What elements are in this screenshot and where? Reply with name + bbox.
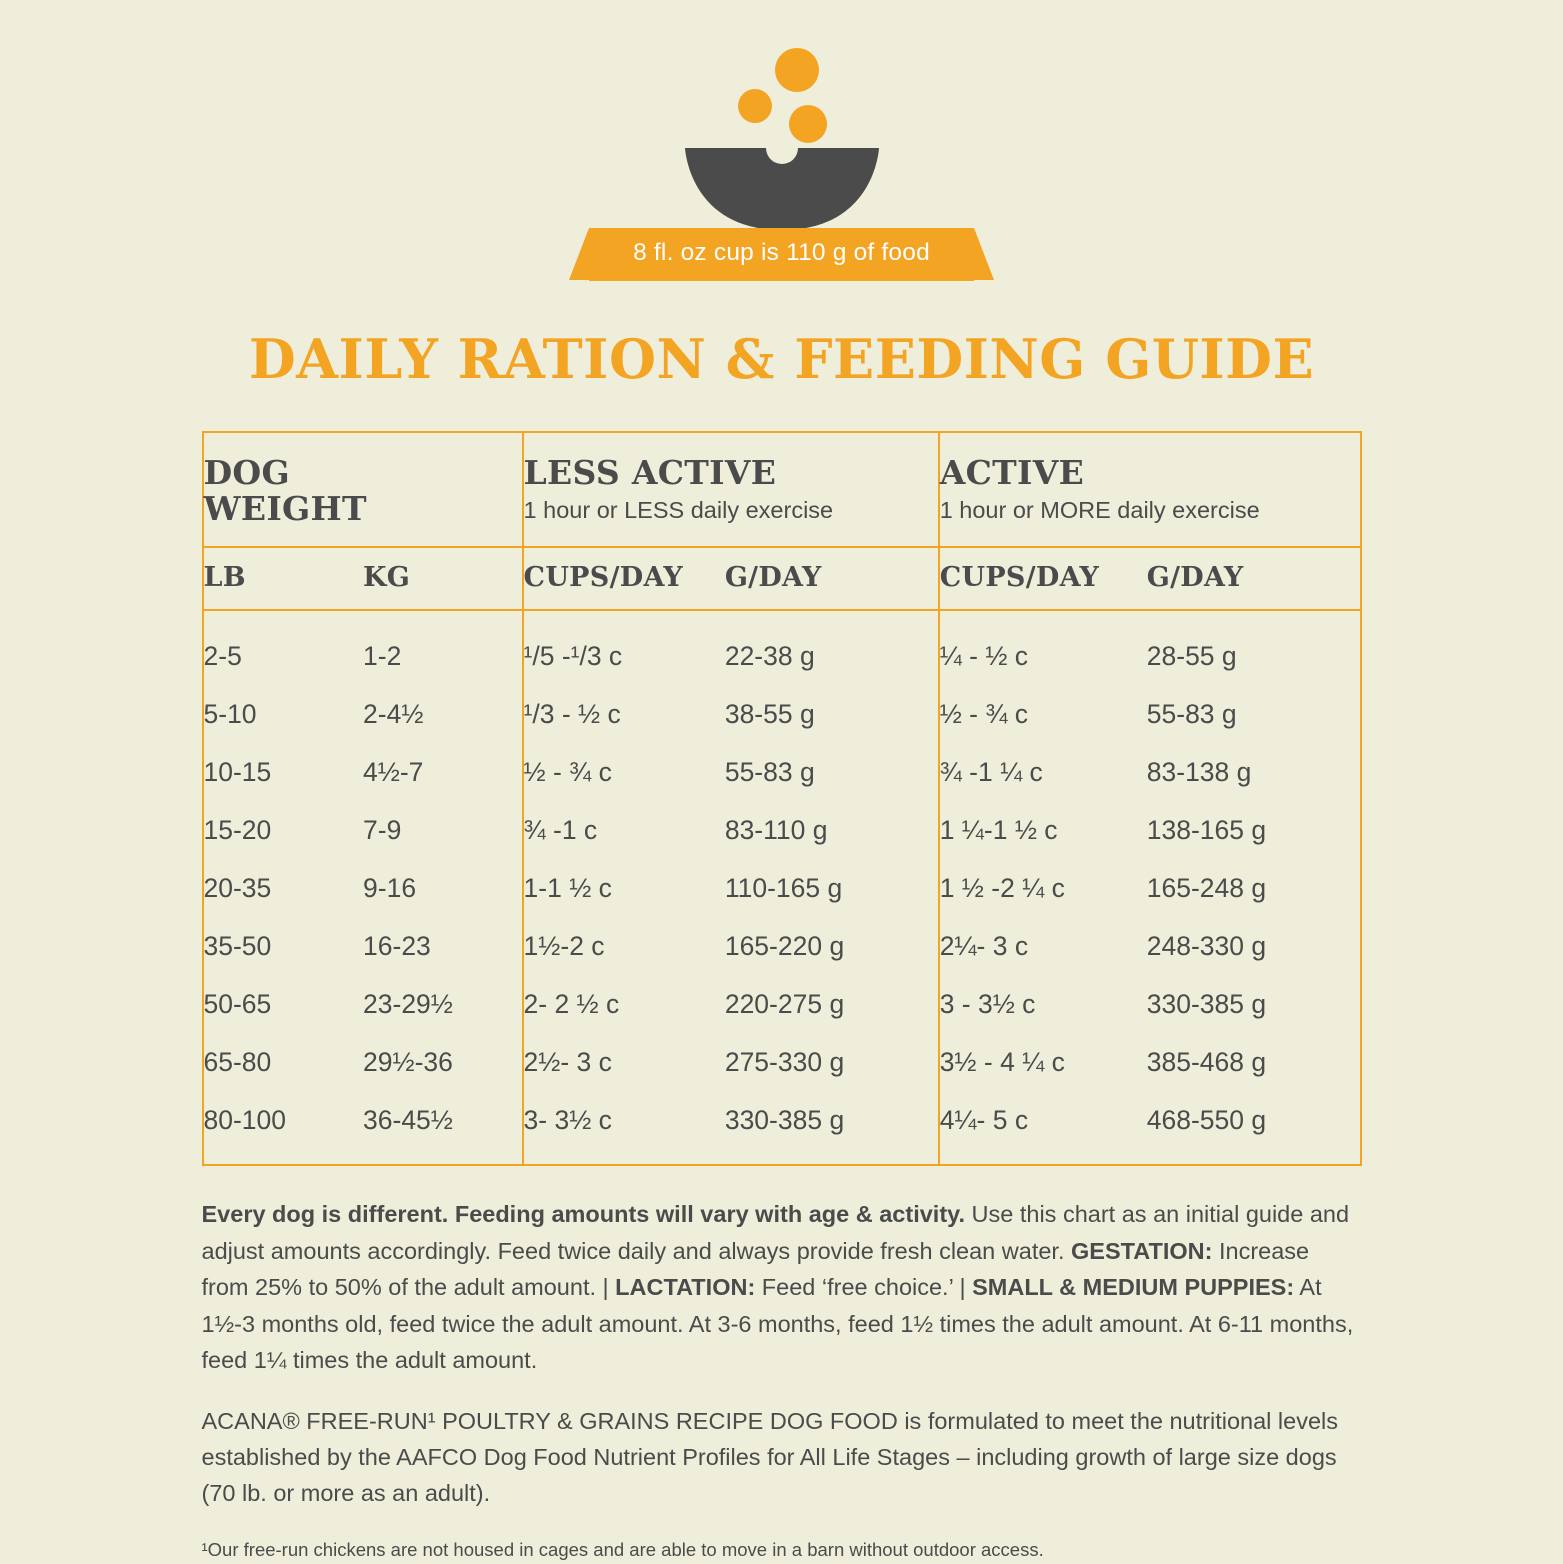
cell-less-active-grams: 220-275 g: [724, 989, 845, 1020]
cell-active-grams: 468-550 g: [1146, 1105, 1267, 1136]
cell-active-grams: 83-138 g: [1146, 757, 1252, 788]
column-header-less-active-grams: G/DAY: [725, 547, 939, 610]
cell-less-active-grams: 330-385 g: [724, 1105, 845, 1136]
cell-lb: 50-65: [203, 989, 272, 1020]
column-header-active-cups: CUPS/DAY: [939, 547, 1147, 610]
cell-lb: 80-100: [203, 1105, 287, 1136]
table-row: [204, 1091, 1360, 1164]
table-column-header-row: [204, 547, 1360, 610]
group-title-less-active: LESS ACTIVE: [523, 452, 777, 492]
note-text-1: Use this chart as an initial guide and adjust amounts accordingly. Feed twice daily and always provide fresh clean water.: [201, 1201, 1350, 1264]
note-text-3: Feed ‘free choice.’ |: [755, 1274, 973, 1301]
cell-kg: 2-4½: [363, 699, 424, 730]
cell-active-grams: 138-165 g: [1146, 815, 1267, 846]
cell-active-cups: 3 - 3½ c: [939, 975, 1147, 1033]
cell-lb: 15-20: [203, 815, 272, 846]
cell-kg: 7-9: [363, 815, 402, 846]
cell-less-active-cups: ¹/5 -¹/3 c: [523, 610, 725, 685]
cell-lb: 5-10: [203, 699, 257, 730]
page-title: DAILY RATION & FEEDING GUIDE: [248, 326, 1315, 391]
cell-less-active-cups: ½ - ¾ c: [523, 743, 725, 801]
cell-active-grams: 385-468 g: [1146, 1047, 1267, 1078]
cell-less-active-grams: 22-38 g: [724, 641, 815, 672]
group-header-active: [939, 433, 1360, 548]
feeding-table: [204, 433, 1360, 1165]
cell-lb: 2-5: [203, 641, 242, 672]
cell-kg: 36-45½: [363, 1105, 453, 1136]
note-text-2: Increase from 25% to 50% of the adult amount. |: [201, 1237, 1310, 1301]
cup-conversion-ribbon: 8 fl. oz cup is 110 g of food: [589, 228, 974, 281]
group-title-line1: DOG: [203, 452, 290, 492]
cell-active-cups: 1 ¼-1 ½ c: [939, 801, 1147, 859]
cell-active-cups: 3½ - 4 ¼ c: [939, 1033, 1147, 1091]
cell-active-grams: 55-83 g: [1146, 699, 1237, 730]
note-bold-gestation: GESTATION:: [1071, 1237, 1213, 1264]
note-bold-intro: Every dog is different. Feeding amounts will vary with age & activity.: [201, 1201, 965, 1228]
cell-active-cups: ¾ -1 ¼ c: [939, 743, 1147, 801]
group-header-less-active: [523, 433, 939, 548]
cell-active-grams: 165-248 g: [1146, 873, 1267, 904]
cell-active-grams: 28-55 g: [1146, 641, 1237, 672]
column-header-kg: KG: [363, 547, 523, 610]
cell-less-active-grams: 83-110 g: [724, 815, 828, 846]
note-aafco-statement: ACANA® FREE-RUN¹ POULTRY & GRAINS RECIPE DOG FOOD is formulated to meet the nutritional levels established by the AAFCO Dog Food Nutrient Profiles for All Life Stages – including growth of large size dogs (70 lb. or more as an adult).: [201, 1407, 1338, 1507]
cell-less-active-cups: 1½-2 c: [523, 917, 725, 975]
table-row: [204, 610, 1360, 685]
cell-active-grams: 330-385 g: [1146, 989, 1267, 1020]
ribbon-container: [0, 228, 1563, 281]
cell-less-active-cups: ¹/3 - ½ c: [523, 685, 725, 743]
cell-less-active-cups: ¾ -1 c: [523, 801, 725, 859]
note-bold-lactation: LACTATION:: [615, 1274, 756, 1301]
table-row: [204, 743, 1360, 801]
cell-active-grams: 248-330 g: [1146, 931, 1267, 962]
table-row: [204, 685, 1360, 743]
cell-less-active-cups: 2½- 3 c: [523, 1033, 725, 1091]
cell-less-active-grams: 55-83 g: [724, 757, 815, 788]
cell-kg: 4½-7: [363, 757, 424, 788]
note-bold-puppies: SMALL & MEDIUM PUPPIES:: [972, 1274, 1295, 1301]
cell-kg: 9-16: [363, 873, 417, 904]
group-subtitle-active: 1 hour or MORE daily exercise: [939, 497, 1260, 524]
group-title-line2: WEIGHT: [203, 489, 367, 529]
group-subtitle-less-active: 1 hour or LESS daily exercise: [523, 497, 834, 524]
logo-container: [0, 0, 1563, 234]
note-footnote-free-run: ¹Our free-run chickens are not housed in cages and are able to move in a barn without outdoor access.: [201, 1538, 1044, 1560]
cell-less-active-grams: 275-330 g: [724, 1047, 845, 1078]
cell-less-active-cups: 1-1 ½ c: [523, 859, 725, 917]
note-text-4: At 1½-3 months old, feed twice the adult amount. At 3-6 months, feed 1½ times the adult amount. At 6-11 months, feed 1¼ times the adult amount.: [201, 1274, 1354, 1374]
cell-lb: 10-15: [203, 757, 272, 788]
cell-less-active-cups: 2- 2 ½ c: [523, 975, 725, 1033]
cell-less-active-grams: 110-165 g: [724, 873, 843, 904]
cell-active-cups: ½ - ¾ c: [939, 685, 1147, 743]
cell-kg: 1-2: [363, 641, 402, 672]
cell-active-cups: 4¼- 5 c: [939, 1091, 1147, 1164]
cell-lb: 20-35: [203, 873, 272, 904]
table-row: [204, 917, 1360, 975]
cell-less-active-cups: 3- 3½ c: [523, 1091, 725, 1164]
group-header-dog-weight: [204, 433, 523, 548]
cell-kg: 16-23: [363, 931, 431, 962]
cell-active-cups: 1 ½ -2 ¼ c: [939, 859, 1147, 917]
cell-kg: 29½-36: [363, 1047, 453, 1078]
table-row: [204, 1033, 1360, 1091]
column-header-less-active-cups: CUPS/DAY: [523, 547, 725, 610]
cell-less-active-grams: 38-55 g: [724, 699, 815, 730]
table-group-header-row: [204, 433, 1360, 548]
column-header-lb: LB: [204, 547, 364, 610]
cell-lb: 35-50: [203, 931, 272, 962]
group-title-active: ACTIVE: [939, 452, 1085, 492]
cell-active-cups: ¼ - ½ c: [939, 610, 1147, 685]
notes-section: [202, 1196, 1362, 1563]
table-row: [204, 975, 1360, 1033]
feeding-table-container: [202, 431, 1362, 1167]
cell-kg: 23-29½: [363, 989, 453, 1020]
feeding-table-body: [204, 610, 1360, 1164]
table-row: [204, 859, 1360, 917]
column-header-active-grams: G/DAY: [1147, 547, 1360, 610]
cell-less-active-grams: 165-220 g: [724, 931, 845, 962]
food-bowl-icon: [667, 44, 897, 234]
cell-lb: 65-80: [203, 1047, 272, 1078]
cell-active-cups: 2¼- 3 c: [939, 917, 1147, 975]
note-feeding-guidance: [202, 1196, 1362, 1378]
table-row: [204, 801, 1360, 859]
